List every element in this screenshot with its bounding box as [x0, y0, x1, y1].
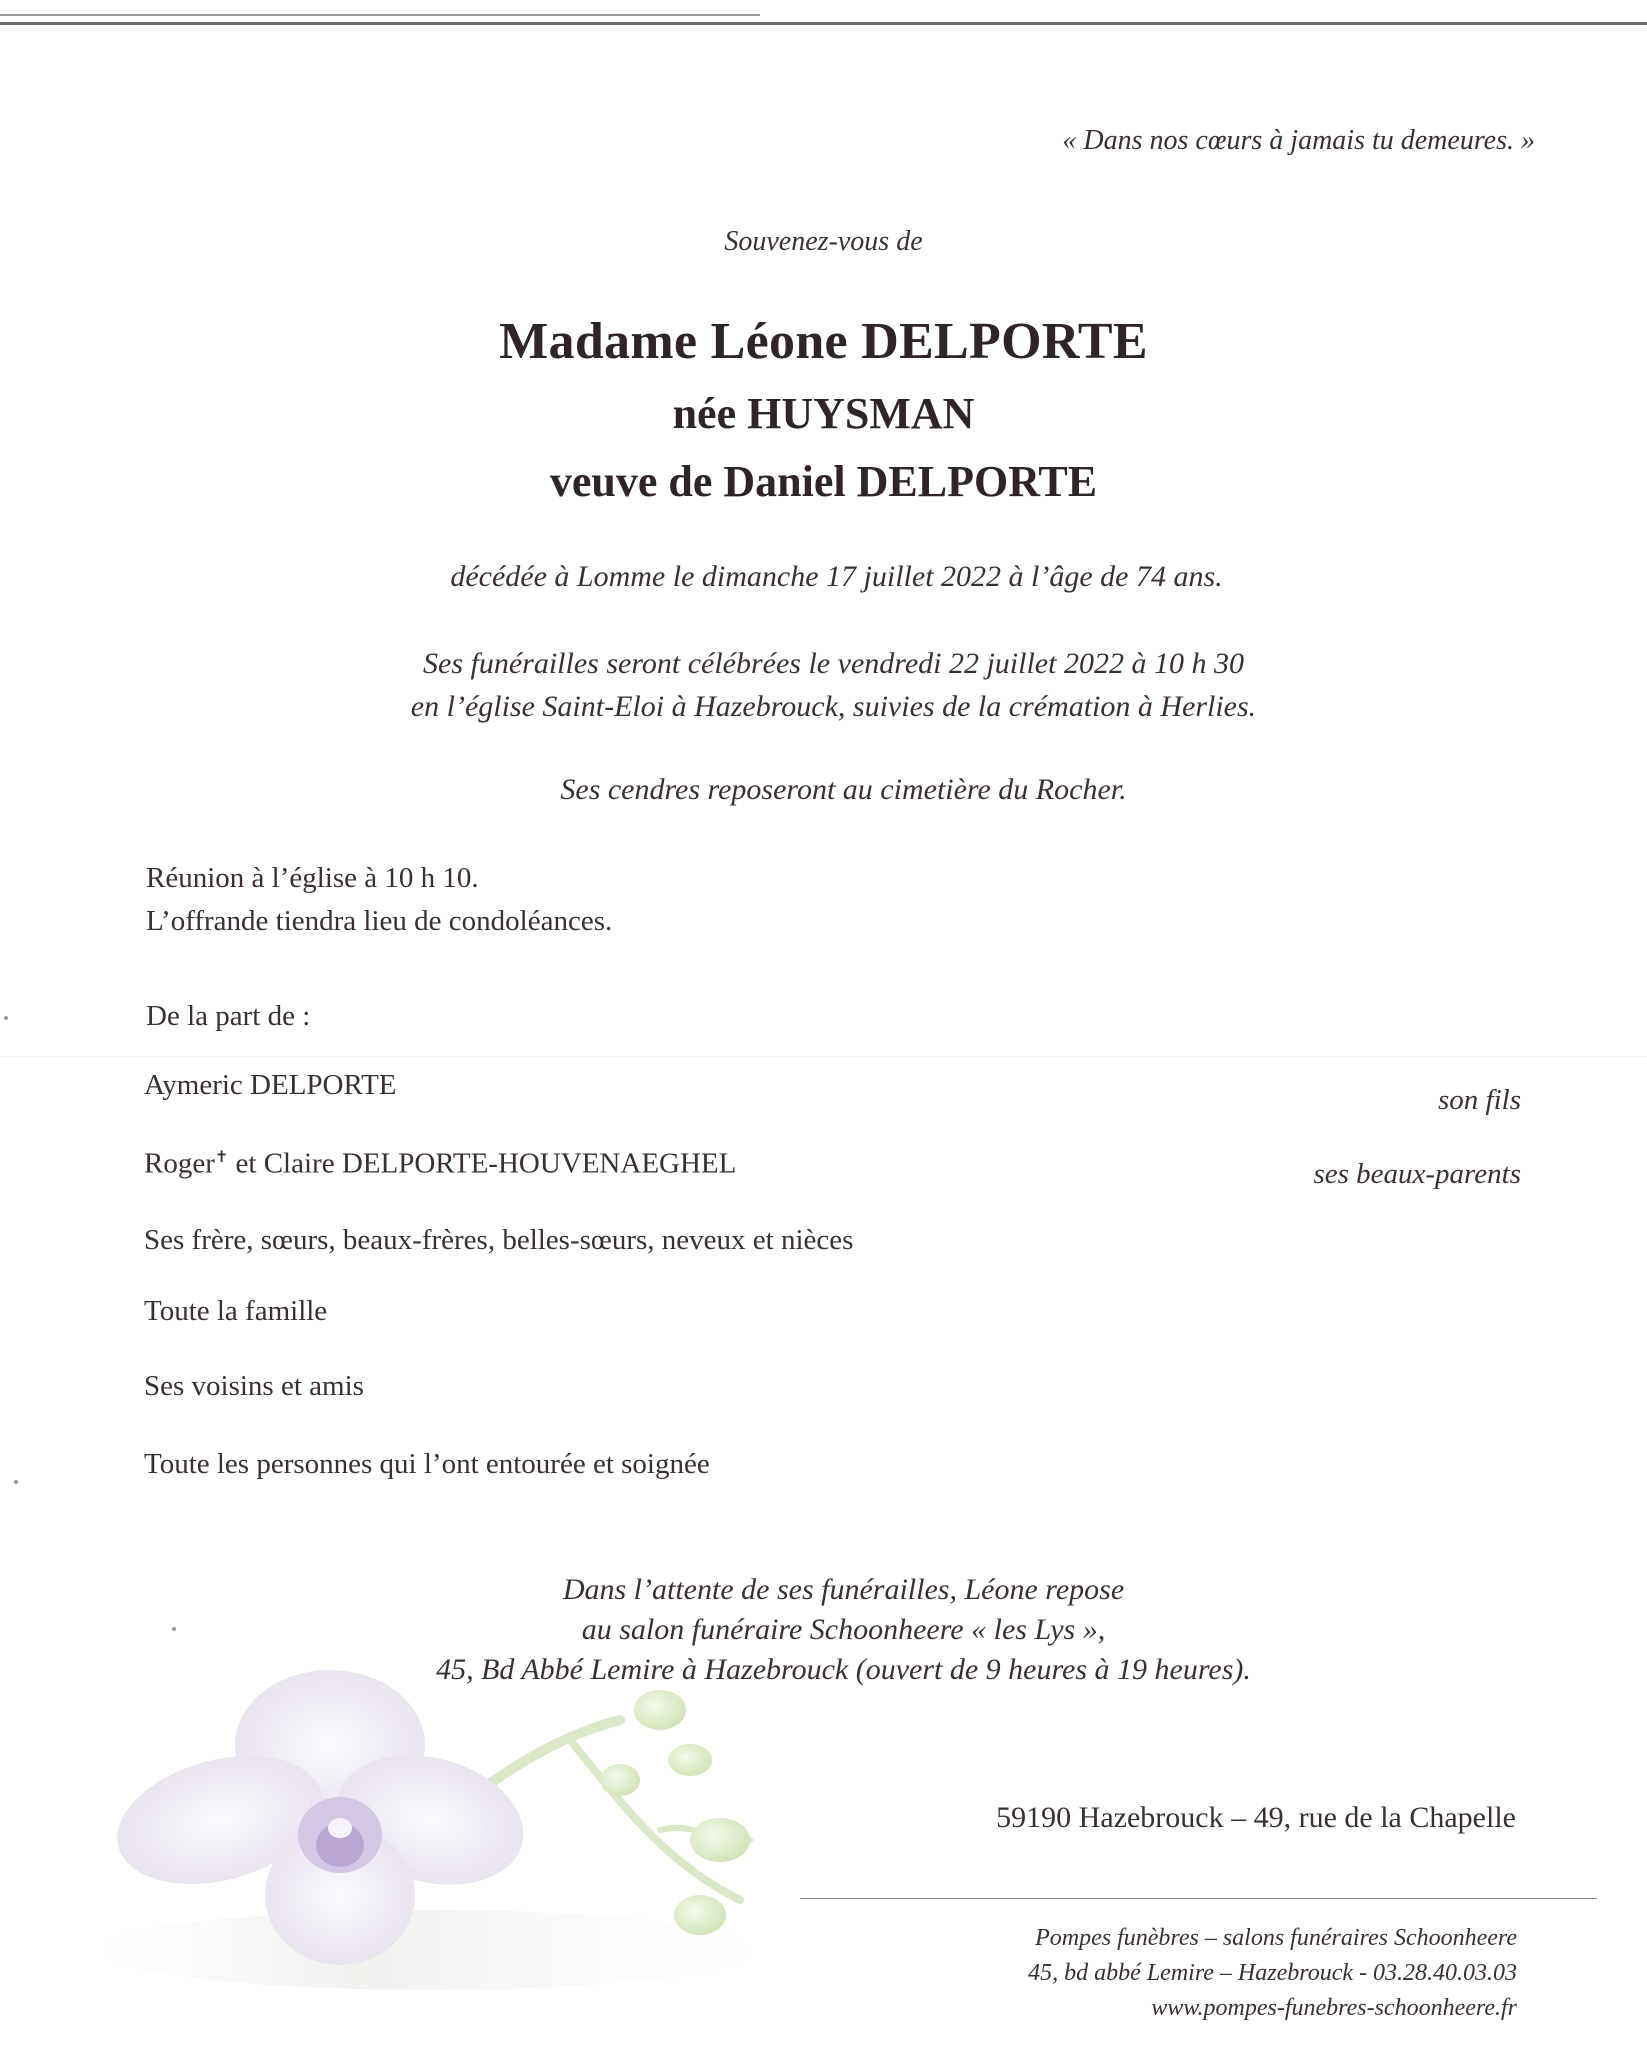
scan-top-edge	[0, 14, 760, 16]
epigraph: « Dans nos cœurs à jamais tu demeures. »	[1062, 125, 1535, 156]
death-notice: décédée à Lomme le dimanche 17 juillet 2022 à l’âge de 74 ans.	[450, 560, 1223, 593]
ashes-notice: Ses cendres reposeront au cimetière du Rocher.	[560, 773, 1127, 806]
family-member-name: Toute les personnes qui l’ont entourée et soignée	[144, 1448, 710, 1480]
intro-text: Souvenez-vous de	[724, 226, 923, 257]
orchid-illustration	[100, 1650, 820, 2010]
scan-speck	[4, 1016, 8, 1020]
funeral-line-2: en l’église Saint-Eloi à Hazebrouck, suivies de la crémation à Herlies.	[410, 690, 1257, 723]
cross-icon: ✝	[214, 1149, 229, 1166]
footer-address-phone: 45, bd abbé Lemire – Hazebrouck - 03.28.40.03.03	[1028, 1960, 1517, 1986]
funeral-line-1: Ses funérailles seront célébrées le vendredi 22 juillet 2022 à 10 h 30	[423, 647, 1244, 680]
family-member-name	[144, 1147, 736, 1181]
family-member-relation: son fils	[1438, 1084, 1521, 1116]
footer-rule	[800, 1898, 1597, 1899]
fold-line	[0, 1056, 1647, 1057]
widow-of: veuve de Daniel DELPORTE	[549, 457, 1098, 506]
top-rule	[0, 22, 1647, 25]
family-member-name: Ses frère, sœurs, beaux-frères, belles-sœurs, neveux et nièces	[144, 1224, 854, 1256]
family-member-name: Ses voisins et amis	[144, 1370, 364, 1402]
rest-line-1: Dans l’attente de ses funérailles, Léone repose	[562, 1573, 1125, 1606]
footer-company: Pompes funèbres – salons funéraires Schoonheere	[1035, 1925, 1517, 1951]
orchid-icon	[100, 1650, 820, 2010]
deceased-name: Madame Léone DELPORTE	[499, 313, 1148, 370]
family-member-relation: ses beaux-parents	[1313, 1158, 1521, 1190]
rest-line-2: au salon funéraire Schoonheere « les Lys »,	[581, 1613, 1106, 1646]
scan-speck	[14, 1480, 18, 1484]
scan-speck	[172, 1627, 176, 1631]
family-member-name: Aymeric DELPORTE	[144, 1069, 397, 1101]
footer-website: www.pompes-funebres-schoonheere.fr	[1151, 1995, 1517, 2021]
family-address: 59190 Hazebrouck – 49, rue de la Chapelle	[996, 1801, 1516, 1834]
birth-name: née HUYSMAN	[672, 389, 975, 438]
family-member-name: Toute la famille	[144, 1295, 328, 1327]
from-label: De la part de :	[146, 1000, 311, 1032]
family-member-name-part: et Claire DELPORTE-HOUVENAEGHEL	[228, 1147, 737, 1180]
offering-info: L’offrande tiendra lieu de condoléances.	[146, 905, 613, 937]
family-member-name-part: Roger	[144, 1147, 215, 1180]
rest-line-3: 45, Bd Abbé Lemire à Hazebrouck (ouvert de 9 heures à 19 heures).	[436, 1653, 1251, 1686]
meeting-info: Réunion à l’église à 10 h 10.	[146, 862, 479, 894]
